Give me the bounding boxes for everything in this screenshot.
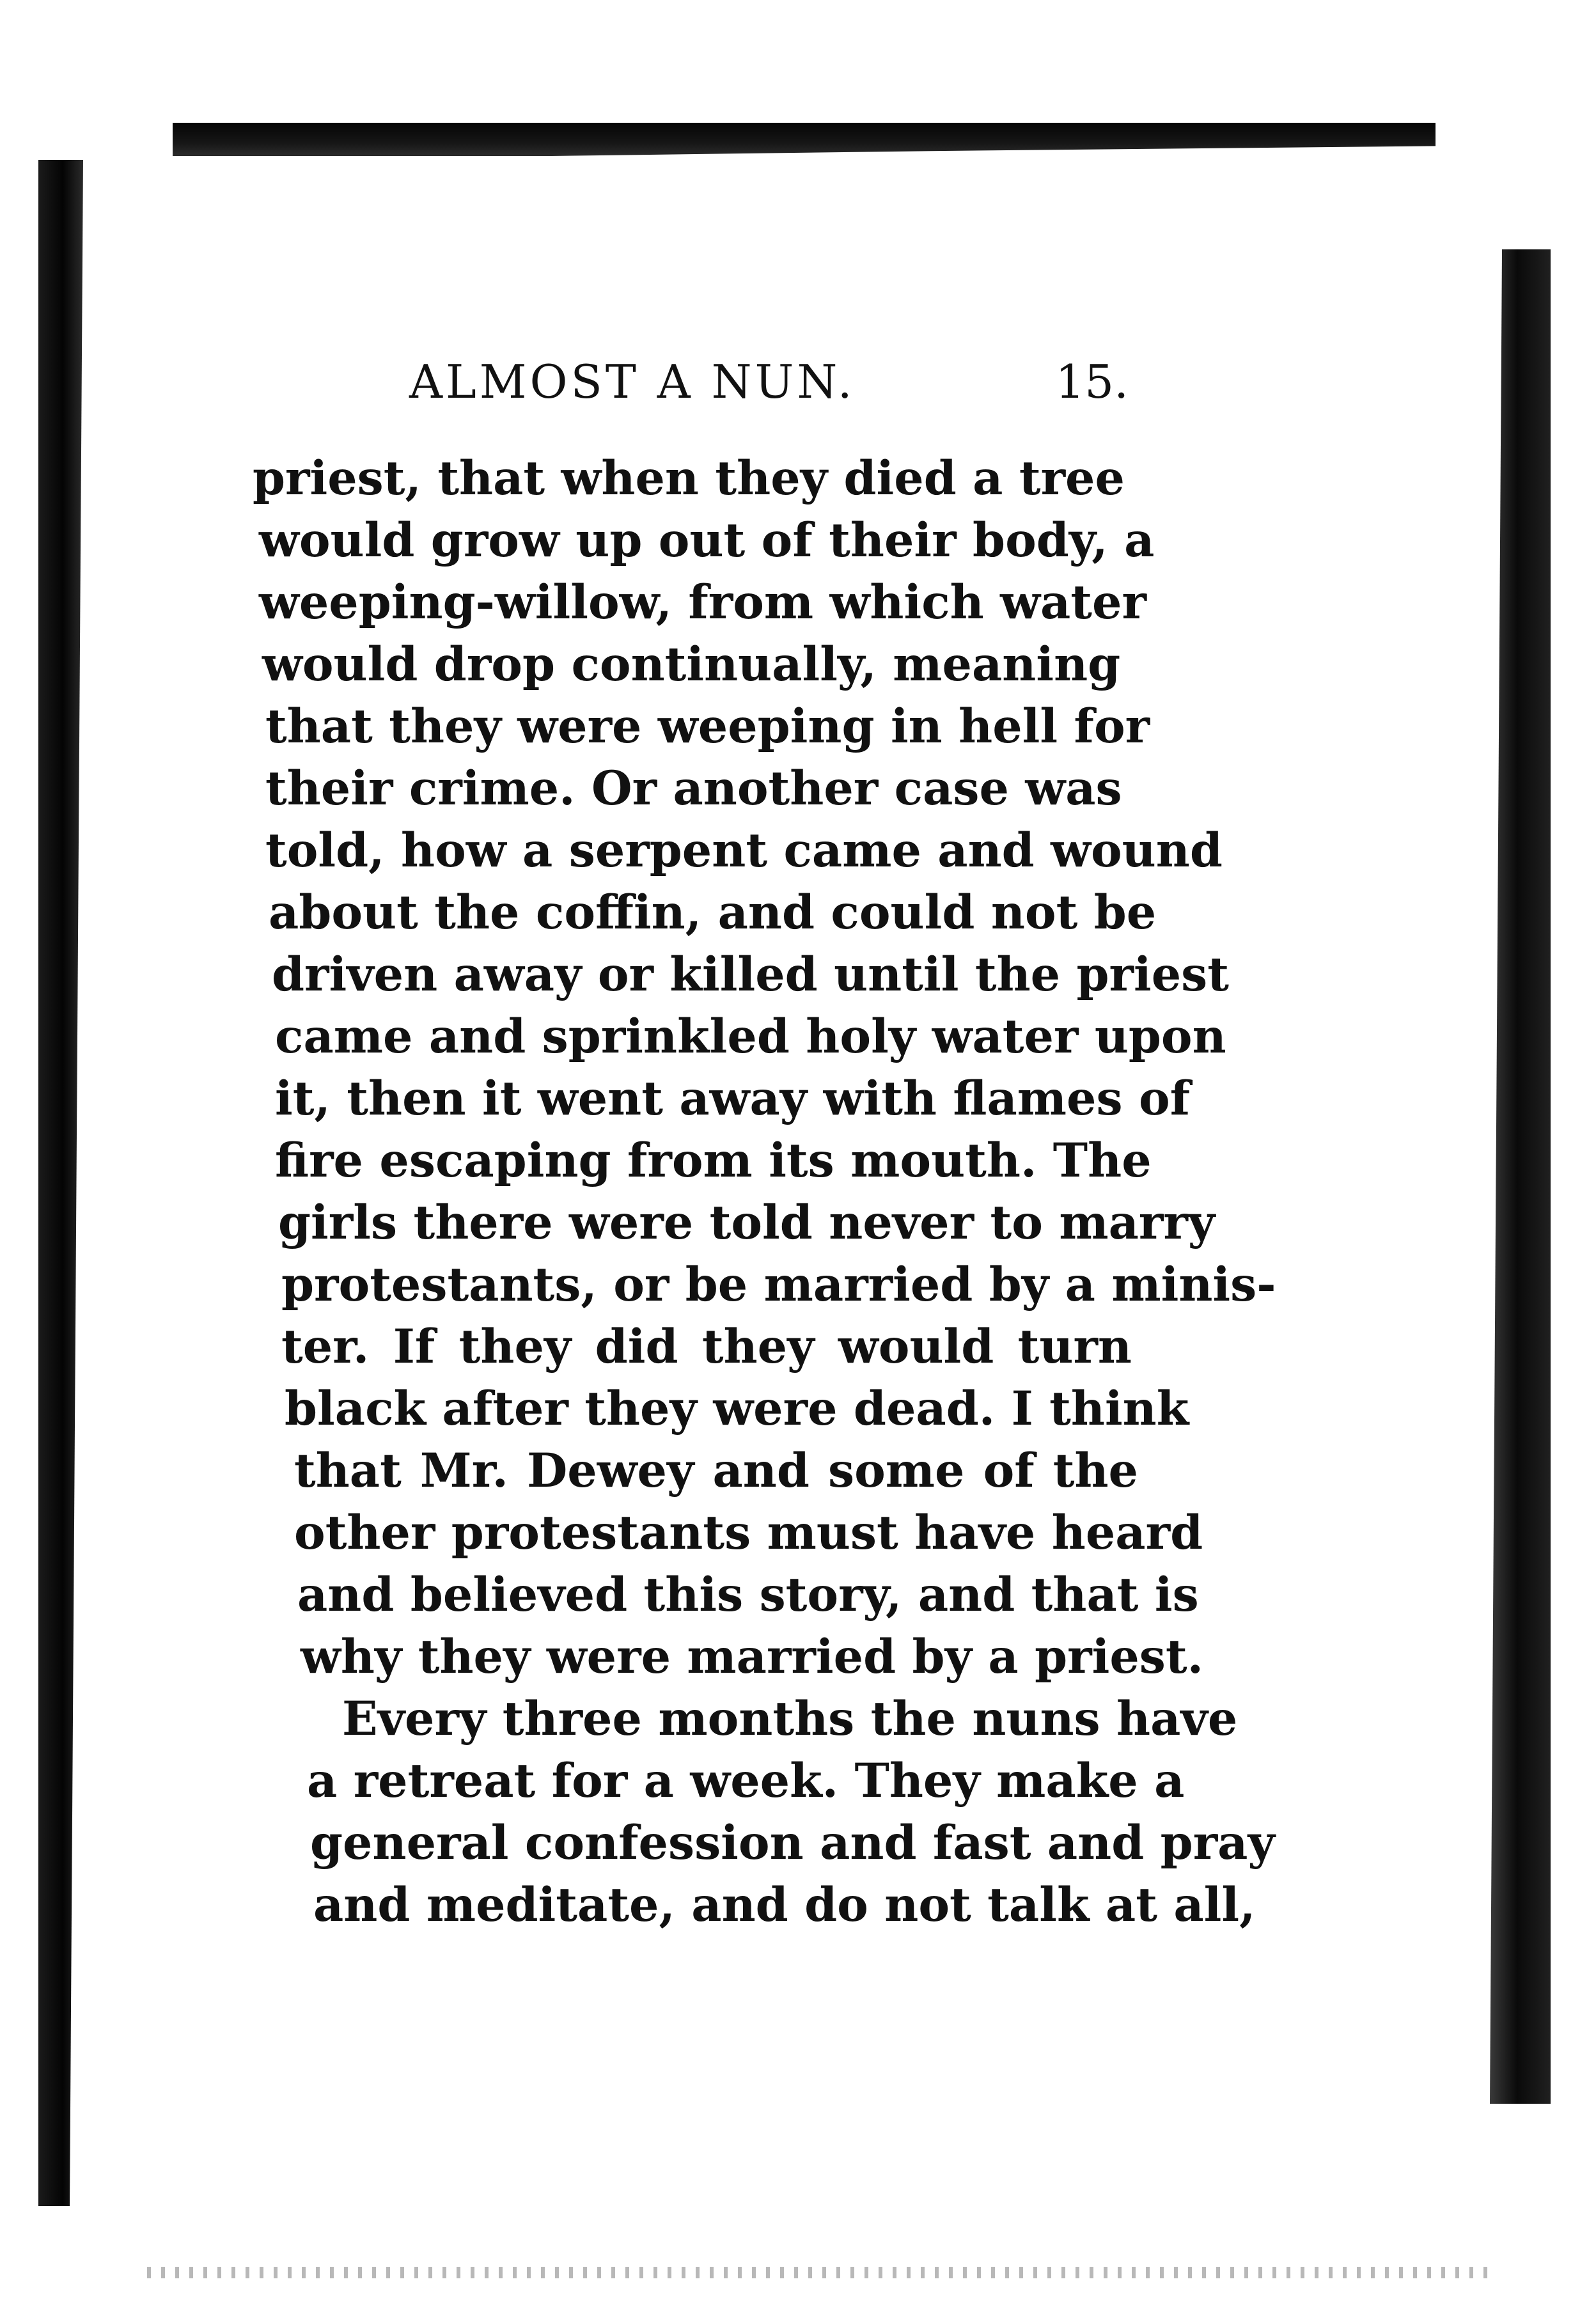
body-text — [253, 448, 1276, 1936]
text-line: their crime. Or another case was — [265, 761, 1122, 816]
text-line: Every three months the nuns have — [342, 1691, 1238, 1746]
text-line: fire escaping from its mouth. The — [275, 1133, 1152, 1188]
text-line: that Mr. Dewey and some of the — [294, 1443, 1138, 1498]
text-line: that they were weeping in hell for — [265, 699, 1150, 754]
text-line: and believed this story, and that is — [297, 1567, 1199, 1622]
scan-edge-top — [173, 123, 1436, 156]
text-line: girls there were told never to marry — [278, 1195, 1216, 1250]
text-line: driven away or killed until the priest — [272, 947, 1229, 1002]
text-line: general confession and fast and pray — [310, 1815, 1275, 1870]
text-line: a retreat for a week. They make a — [307, 1753, 1185, 1808]
text-line: about the coffin, and could not be — [269, 885, 1157, 940]
text-line: would drop continually, meaning — [262, 637, 1121, 692]
text-line: came and sprinkled holy water upon — [275, 1009, 1226, 1064]
scan-edge-right — [1490, 249, 1551, 2104]
page-number: 15. — [1055, 355, 1129, 409]
running-head — [409, 355, 1129, 425]
scan-edge-left — [38, 160, 83, 2206]
scan-edge-bottom — [147, 2267, 1490, 2278]
text-line: it, then it went away with flames of — [275, 1071, 1191, 1126]
text-line: priest, that when they died a tree — [253, 451, 1125, 506]
text-line: black after they were dead. I think — [285, 1381, 1189, 1436]
text-line: weeping-willow, from which water — [259, 575, 1146, 630]
text-line: why they were married by a priest. — [301, 1629, 1204, 1684]
text-line: other protestants must have heard — [294, 1505, 1203, 1560]
text-line: told, how a serpent came and wound — [265, 823, 1223, 878]
text-line: would grow up out of their body, a — [259, 513, 1155, 568]
text-line: protestants, or be married by a minis- — [281, 1257, 1276, 1312]
text-line: and meditate, and do not talk at all, — [313, 1877, 1256, 1932]
text-line: ter. If they did they would turn — [281, 1319, 1132, 1374]
running-title: ALMOST A NUN. — [409, 355, 856, 409]
